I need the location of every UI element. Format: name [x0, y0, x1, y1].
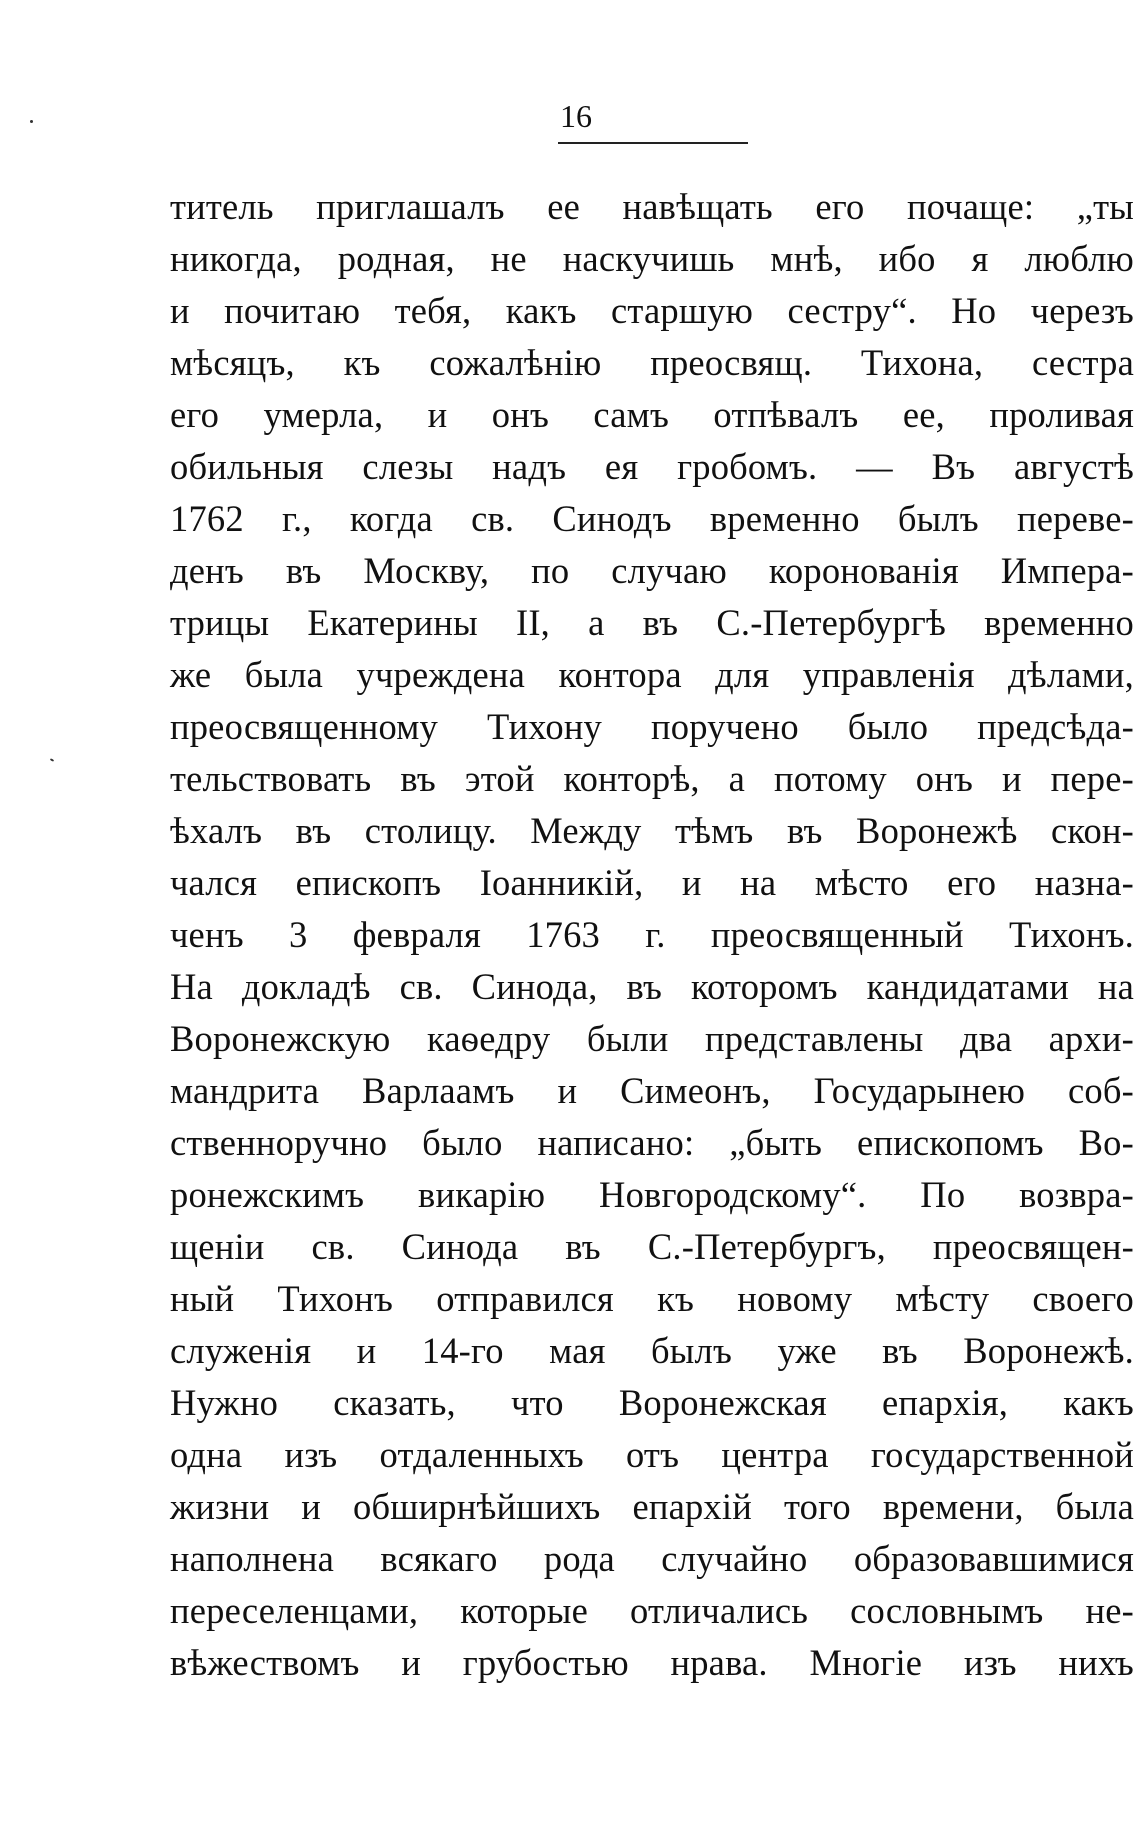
text-line: 1762 г., когда св. Синодъ временно былъ переве- — [170, 498, 1134, 539]
body-text — [170, 181, 1134, 1689]
header-rule — [558, 142, 748, 144]
text-line: же была учреждена контора для управленія дѣлами, — [170, 654, 1134, 695]
text-line: ченъ 3 февраля 1763 г. преосвященный Тихонъ. — [170, 914, 1134, 955]
text-line: ѣхалъ въ столицу. Между тѣмъ въ Воронежѣ скон- — [170, 810, 1134, 851]
text-line: преосвященному Тихону поручено было предсѣда- — [170, 706, 1134, 747]
text-line: тельствовать въ этой конторѣ, а потому онъ и пере- — [170, 758, 1134, 799]
text-line: щеніи св. Синода въ С.-Петербургъ, преосвящен- — [170, 1226, 1134, 1267]
text-line: наполнена всякаго рода случайно образовавшимися — [170, 1538, 1134, 1579]
text-line: Воронежскую каѳедру были представлены два архи- — [170, 1018, 1134, 1059]
text-line: вѣжествомъ и грубостью нрава. Многіе изъ нихъ — [170, 1642, 1134, 1683]
page-number: 16 — [560, 98, 592, 134]
text-line: его умерла, и онъ самъ отпѣвалъ ее, проливая — [170, 394, 1134, 435]
text-line: трицы Екатерины II, а въ С.-Петербургѣ временно — [170, 602, 1134, 643]
text-line: денъ въ Москву, по случаю коронованія Импера- — [170, 550, 1134, 591]
text-line: служенія и 14-го мая былъ уже въ Воронежѣ. — [170, 1330, 1134, 1371]
text-line: ственноручно было написано: „быть епископомъ Во- — [170, 1122, 1134, 1163]
text-line: титель приглашалъ ее навѣщать его почаще: „ты — [170, 186, 1134, 227]
text-line: чался епископъ Іоанникій, и на мѣсто его назна- — [170, 862, 1134, 903]
text-line: переселенцами, которые отличались сословнымъ не- — [170, 1590, 1134, 1631]
text-line: мандрита Варлаамъ и Симеонъ, Государынею соб- — [170, 1070, 1134, 1111]
text-line: и почитаю тебя, какъ старшую сестру“. Но черезъ — [170, 290, 1134, 331]
text-line: Нужно сказать, что Воронежская епархія, какъ — [170, 1382, 1134, 1423]
text-line: ный Тихонъ отправился къ новому мѣсту своего — [170, 1278, 1134, 1319]
text-line: На докладѣ св. Синода, въ которомъ кандидатами на — [170, 966, 1134, 1007]
text-line: жизни и обширнѣйшихъ епархій того времени, была — [170, 1486, 1134, 1527]
text-line: никогда, родная, не наскучишь мнѣ, ибо я люблю — [170, 238, 1134, 279]
text-line: обильныя слезы надъ ея гробомъ. — Въ августѣ — [170, 446, 1134, 487]
text-line: мѣсяцъ, къ сожалѣнію преосвящ. Тихона, сестра — [170, 342, 1134, 383]
print-speck — [30, 120, 33, 123]
text-line: ронежскимъ викарію Новгородскому“. По возвра- — [170, 1174, 1134, 1215]
text-line: одна изъ отдаленныхъ отъ центра государственной — [170, 1434, 1134, 1475]
print-speck — [50, 758, 54, 762]
